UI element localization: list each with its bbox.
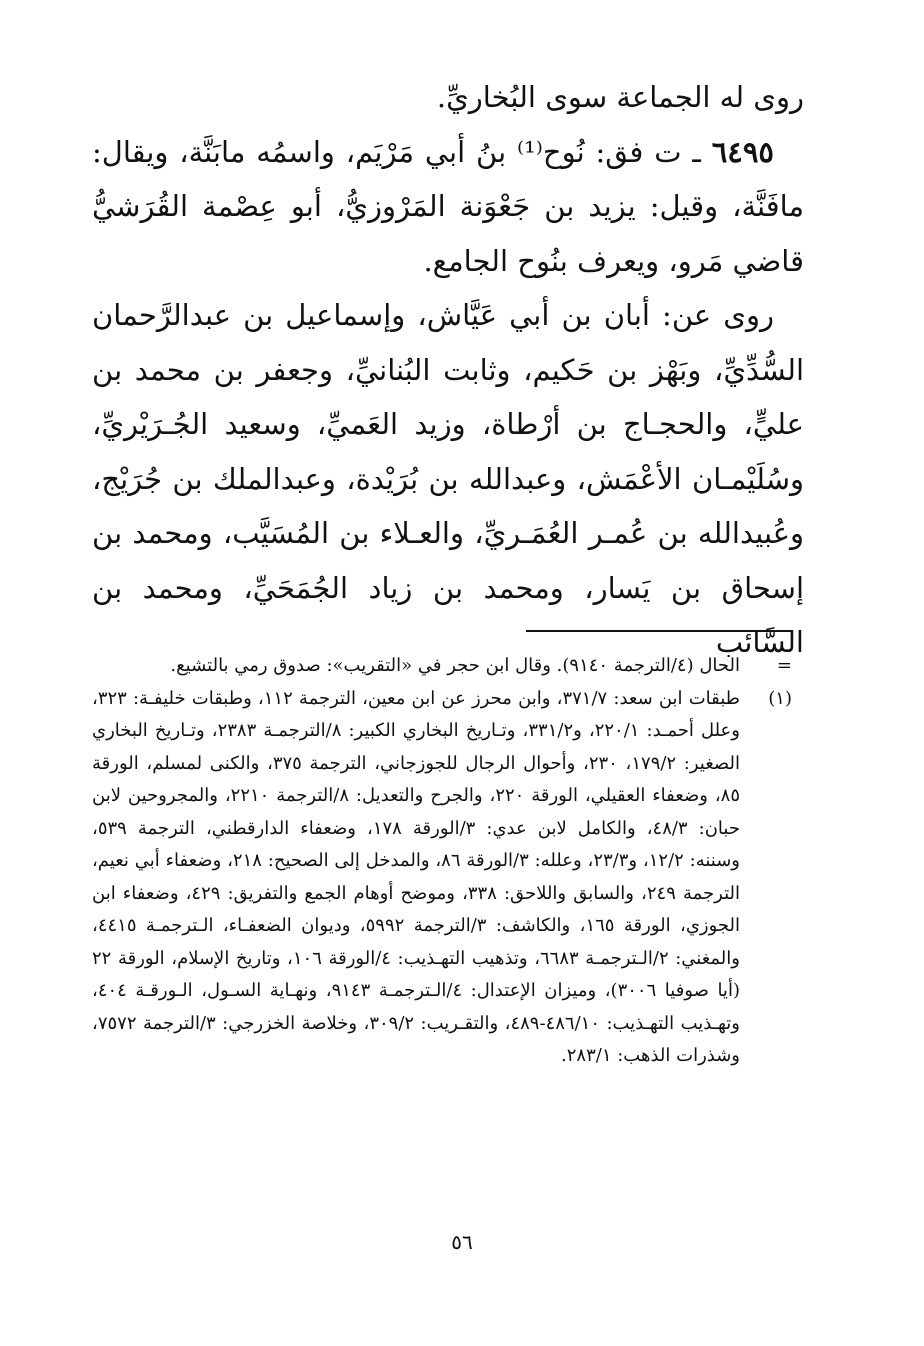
- footnote-text: الحال (٤/الترجمة ٩١٤٠). وقال ابن حجر في «التقريب»: صدوق رمي بالتشيع.: [170, 655, 740, 676]
- footnote-continuation: [92, 650, 792, 683]
- footnotes: [92, 650, 792, 1073]
- footnote-marker: (١): [768, 687, 792, 709]
- footnote-separator: [526, 630, 791, 632]
- entry-text: ـ ت فق: نُوح⁽¹⁾ بنُ أبي مَرْيَم، واسمُه مابَنَّة، ويقال: مافَنَّة، وقيل: يزيد بن جَعْوَنة المَرْوزيُّ، أبو عِصْمة القُرَشيُّ قاضي مَرو، ويعرف بنُوح الجامع.: [92, 134, 804, 278]
- footnote-marker: =: [776, 655, 792, 676]
- page-number: ٥٦: [451, 1230, 473, 1254]
- footnote-text: طبقات ابن سعد: ٣٧١/٧، وابن محرز عن ابن معين، الترجمة ١١٢، وطبقات خليفـة: ٣٢٣، وعلل أحمـد: ٢٢٠/١، و٣٣١/٢، وتـاريخ البخاري الكبير: ٨/الترجمـة ٢٣٨٣، وتـاريخ البخاري الصغير: ١٧٩/٢، ٢٣٠، وأحوال الرجال للجوزجاني، الترجمة ٣٧٥، والكنى لمسلم، الورقة ٨٥، وضعفاء العقيلي، الورقة ٢٢٠، والجرح والتعديل: ٨/الترجمة ٢٢١٠، والمجروحين لابن حبان: ٤٨/٣، والكامل لابن عدي: ٣/الورقة ١٧٨، وضعفاء الدارقطني، الترجمة ٥٣٩، وسننه: ١٢/٢، و٢٣/٣، وعلله: ٣/الورقة ٨٦، والمدخل إلى الصحيح: ٢١٨، وضعفاء أبي نعيم، الترجمة ٢٤٩، والسابق واللاحق: ٣٣٨، وموضح أوهام الجمع والتفريق: ٤٢٩، وضعفاء ابن الجوزي، الورقة ١٦٥، والكاشف: ٣/الترجمة ٥٩٩٢، وديوان الضعفـاء، الـترجمـة ٤٤١٥، والمغني: ٢/الـترجمـة ٦٦٨٣، وتذهيب التهـذيب: ٤/الورقة ١٠٦، وتاريخ الإسلام، الورقة ٢٢ (أيا صوفيا ٣٠٠٦)، وميزان الإعتدال: ٤/الـترجمـة ٩١٤٣، ونهـاية السـول، الـورقـة ٤٠٤، وتهـذيب التهـذيب: ٤٨٦/١٠-٤٨٩، والتقـريب: ٣٠٩/٢، وخلاصة الخزرجي: ٣/الترجمة ٧٥٧٢، وشذرات الذهب: ٢٨٣/١.: [92, 687, 741, 1066]
- entry-number: ٦٤٩٥: [711, 134, 775, 169]
- entry-header-paragraph: [92, 125, 804, 289]
- main-text: [92, 70, 804, 670]
- footnote-1: [92, 683, 792, 1073]
- paragraph-narrators-note: روى له الجماعة سوى البُخاريِّ.: [436, 80, 804, 114]
- paragraph-narrated-from: روى عن: أبان بن أبي عَيَّاش، وإسماعيل بن عبدالرَّحمان السُّدِّيِّ، وبَهْز بن حَكيم، وثابت البُنانيِّ، وجعفر بن محمد بن عليٍّ، والحجـاج بن أرْطاة، وزيد العَميِّ، وسعيد الجُـرَيْريِّ، وسُلَيْمـان الأعْمَش، وعبدالله بن بُرَيْدة، وعبدالملك بن جُرَيْج، وعُبيدالله بن عُمـر العُمَـريِّ، والعـلاء بن المُسَيَّب، ومحمد بن إسحاق بن يَسار، ومحمد بن زياد الجُمَحَيِّ، ومحمد بن السَّائب: [92, 298, 804, 659]
